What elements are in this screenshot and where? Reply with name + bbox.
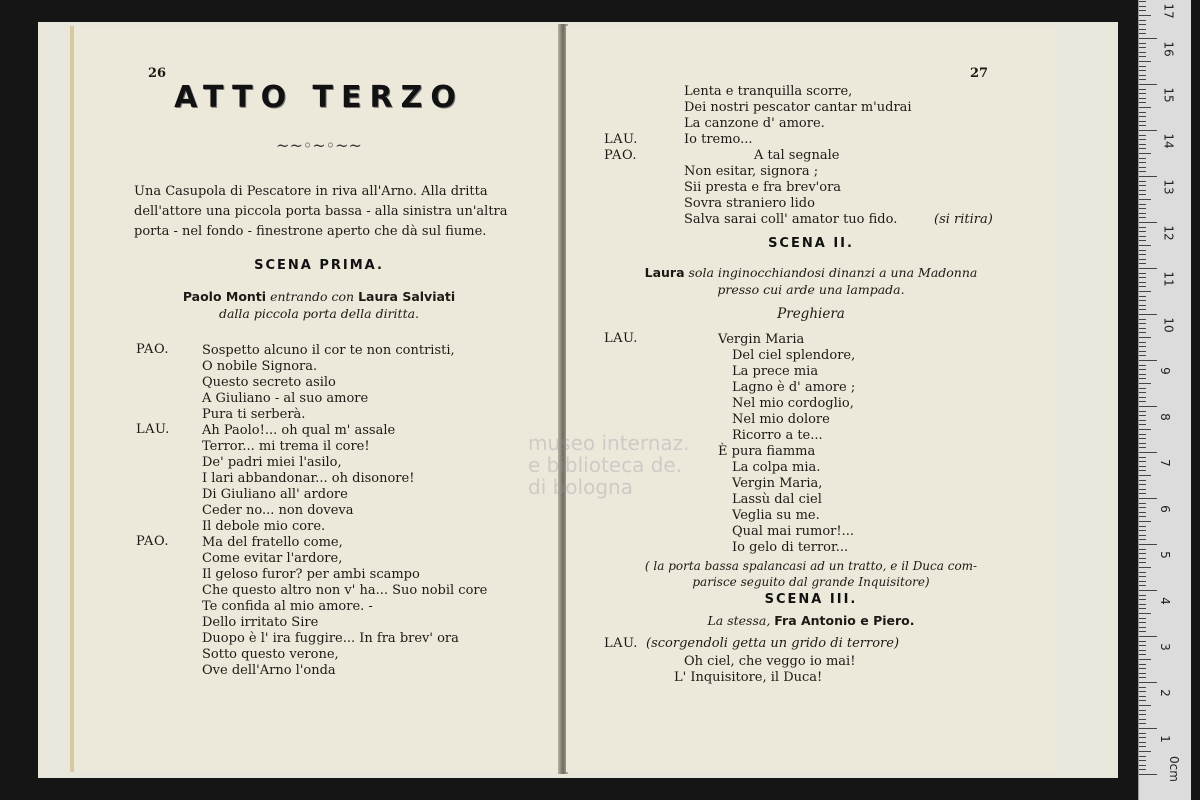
ruler-tick — [1139, 319, 1146, 320]
scene-2-stage-direction-2: presso cui arde una lampada. — [717, 282, 905, 297]
ruler-tick — [1139, 374, 1146, 375]
ruler-tick — [1139, 346, 1146, 347]
verse-line: De' padri miei l'asilo, — [202, 455, 342, 470]
left-page — [70, 26, 564, 772]
ruler-tick — [1139, 323, 1146, 324]
ruler-tick — [1139, 84, 1157, 85]
ruler-number: 12 — [1161, 225, 1176, 241]
ruler-tick — [1139, 75, 1146, 76]
ruler-tick — [1139, 401, 1146, 402]
verse-line: Dello irritato Sire — [202, 615, 319, 630]
ruler-tick — [1139, 595, 1146, 596]
scene-1-stage-direction-2: dalla piccola porta della diritta. — [218, 306, 420, 321]
ruler-tick — [1139, 503, 1146, 504]
ruler-tick — [1139, 549, 1146, 550]
ruler-tick — [1139, 558, 1146, 559]
ruler-tick — [1139, 493, 1146, 494]
scene-2-title: SCENA II. — [768, 236, 854, 251]
verse-line: Pura ti serberà. — [202, 407, 306, 422]
ruler-tick — [1139, 691, 1146, 692]
ruler-tick — [1139, 369, 1146, 370]
ruler-tick — [1139, 355, 1146, 356]
verse-line: Ah Paolo!... oh qual m' assale — [202, 423, 396, 438]
ruler-tick — [1139, 746, 1146, 747]
speaker-label: LAU. — [604, 636, 638, 651]
character-laura: Laura Salviati — [358, 289, 456, 304]
stage-text: La stessa, — [707, 613, 771, 628]
verse-line: Non esitar, signora ; — [684, 164, 819, 179]
verse-line: Di Giuliano all' ardore — [202, 487, 348, 502]
ruler-tick — [1139, 383, 1151, 384]
scene-2-closing-direction-2: parisce seguito dal grande Inquisitore) — [692, 575, 930, 589]
ruler-tick — [1139, 332, 1146, 333]
ruler-tick — [1139, 470, 1146, 471]
prayer-line: La colpa mia. — [732, 460, 821, 475]
ruler-tick — [1139, 650, 1146, 651]
ruler-tick — [1139, 539, 1146, 540]
scene-3-title: SCENA III. — [764, 592, 858, 607]
ruler-tick — [1139, 392, 1146, 393]
ruler-tick — [1139, 351, 1146, 352]
ruler-tick — [1139, 728, 1157, 729]
ruler-tick — [1139, 337, 1151, 338]
ruler-number: 10 — [1161, 317, 1176, 333]
ruler-number: 2 — [1157, 689, 1172, 697]
stage-text: sola inginocchiandosi dinanzi a una Madonna — [688, 265, 978, 280]
speaker-label: LAU. — [604, 331, 638, 346]
ruler-tick — [1139, 66, 1146, 67]
ruler-tick — [1139, 521, 1151, 522]
verse-line: La canzone d' amore. — [684, 116, 825, 131]
ruler-tick — [1139, 641, 1146, 642]
ruler-tick — [1139, 742, 1146, 743]
ruler-tick — [1139, 516, 1146, 517]
ruler-tick — [1139, 263, 1146, 264]
ruler-tick — [1139, 158, 1146, 159]
verse-line: Io tremo... — [684, 132, 753, 147]
ruler-tick — [1139, 576, 1146, 577]
ruler-tick — [1139, 562, 1146, 563]
ruler-tick — [1139, 47, 1146, 48]
ruler-tick — [1139, 443, 1146, 444]
verse-line: Sospetto alcuno il cor te non contristi, — [202, 343, 455, 358]
ruler-tick — [1139, 475, 1151, 476]
ruler-tick — [1139, 590, 1157, 591]
ruler-tick — [1139, 631, 1146, 632]
ruler-tick — [1139, 61, 1151, 62]
ruler-number: 9 — [1157, 367, 1172, 375]
ruler-tick — [1139, 309, 1146, 310]
ruler-tick — [1139, 52, 1146, 53]
ruler-tick — [1139, 429, 1151, 430]
ruler-tick — [1139, 530, 1146, 531]
prayer-line: Nel mio dolore — [732, 412, 830, 427]
ruler-tick — [1139, 121, 1146, 122]
verse-line: Duopo è l' ira fuggire... In fra brev' ora — [202, 631, 459, 646]
ruler-tick — [1139, 599, 1146, 600]
ruler-tick — [1139, 107, 1151, 108]
character-paolo: Paolo Monti — [182, 289, 267, 304]
ruler-tick — [1139, 567, 1151, 568]
ruler-tick — [1139, 411, 1146, 412]
ruler-tick — [1139, 38, 1157, 39]
scene-description: Una Casupola di Pescatore in riva all'Arno. Alla dritta dell'attore una piccola porta bassa - alla sinistra un'altra porta - nel fondo - finestrone aperto che dà sul fiume. — [134, 184, 508, 239]
ruler-tick — [1139, 194, 1146, 195]
ruler-tick — [1139, 328, 1146, 329]
ruler-tick — [1139, 20, 1146, 21]
verse-line: Il geloso furor? per ambi scampo — [202, 567, 420, 582]
ruler-tick — [1139, 171, 1146, 172]
verse-line: A tal segnale — [754, 148, 840, 163]
prayer-line: Lagno è d' amore ; — [732, 380, 856, 395]
watermark-line: e biblioteca de. — [528, 453, 683, 477]
ruler-tick — [1139, 756, 1146, 757]
ruler-tick — [1139, 415, 1146, 416]
ruler-tick — [1139, 93, 1146, 94]
ruler-tick — [1139, 208, 1146, 209]
verse-line: L' Inquisitore, il Duca! — [674, 670, 823, 685]
ruler-tick — [1139, 314, 1157, 315]
ruler-number: 6 — [1157, 505, 1172, 513]
ruler-tick — [1139, 254, 1146, 255]
ruler-tick — [1139, 420, 1146, 421]
scene-1-title: SCENA PRIMA. — [254, 258, 384, 273]
ruler-tick — [1139, 360, 1157, 361]
ruler-tick — [1139, 222, 1157, 223]
ruler-tick — [1139, 102, 1146, 103]
prayer-line: Qual mai rumor!... — [732, 524, 855, 539]
ruler-tick — [1139, 618, 1146, 619]
ruler-tick — [1139, 135, 1146, 136]
ruler-tick — [1139, 654, 1146, 655]
verse-line: Lenta e tranquilla scorre, — [684, 84, 853, 99]
ruler-tick — [1139, 457, 1146, 458]
verse-line: Salva sarai coll' amator tuo fido. — [684, 212, 898, 227]
ruler-tick — [1139, 677, 1146, 678]
speaker-label: PAO. — [604, 148, 637, 163]
ruler-tick — [1139, 10, 1146, 11]
ruler-tick — [1139, 231, 1146, 232]
ruler-tick — [1139, 153, 1151, 154]
ruler-tick — [1139, 710, 1146, 711]
prayer-line: Veglia su me. — [732, 508, 820, 523]
scene-1-stage-direction — [74, 288, 564, 305]
ruler-tick — [1139, 190, 1146, 191]
ruler-number: 11 — [1161, 271, 1176, 287]
ruler-tick — [1139, 24, 1146, 25]
ruler-unit-label: 0cm — [1166, 756, 1181, 782]
ruler-tick — [1139, 162, 1146, 163]
character-names: Fra Antonio e Piero. — [774, 613, 915, 628]
verse-line: Terror... mi trema il core! — [202, 439, 370, 454]
ruler-tick — [1139, 572, 1146, 573]
museum-watermark — [528, 432, 690, 498]
ruler-number: 5 — [1157, 551, 1172, 559]
ruler-number: 16 — [1161, 41, 1176, 57]
ruler-tick — [1139, 553, 1146, 554]
prayer-title: Preghiera — [777, 306, 845, 322]
speaker-label: LAU. — [604, 132, 638, 147]
ruler-tick — [1139, 627, 1146, 628]
ruler-tick — [1139, 659, 1151, 660]
ruler-tick — [1139, 424, 1146, 425]
right-page — [566, 26, 1056, 772]
ruler-tick — [1139, 434, 1146, 435]
ruler-tick — [1139, 305, 1146, 306]
ruler-tick — [1139, 33, 1146, 34]
ruler-tick — [1139, 622, 1146, 623]
ruler-tick — [1139, 365, 1146, 366]
verse-line: Il debole mio core. — [202, 519, 326, 534]
ruler-tick — [1139, 452, 1157, 453]
ruler-tick — [1139, 89, 1146, 90]
ruler-tick — [1139, 484, 1146, 485]
verse-line: Ceder no... non doveva — [202, 503, 354, 518]
verse-line: Sotto questo verone, — [202, 647, 339, 662]
ruler-tick — [1139, 406, 1157, 407]
ruler-tick — [1139, 217, 1146, 218]
ruler-tick — [1139, 438, 1146, 439]
ruler-tick — [1139, 116, 1146, 117]
ruler-tick — [1139, 461, 1146, 462]
prayer-line: È pura fiamma — [718, 444, 816, 459]
speaker-label: PAO. — [136, 534, 169, 549]
ruler-number: 4 — [1157, 597, 1172, 605]
ruler-tick — [1139, 148, 1146, 149]
stage-aside: (scorgendoli getta un grido di terrore) — [646, 636, 900, 651]
ruler-tick — [1139, 204, 1146, 205]
ornament-divider: ~~◦~◦~~ — [276, 136, 362, 155]
ruler-tick — [1139, 56, 1146, 57]
ruler-tick — [1139, 769, 1146, 770]
ruler-tick — [1139, 240, 1146, 241]
ruler-tick — [1139, 613, 1151, 614]
ruler-tick — [1139, 760, 1146, 761]
verse-line: Ma del fratello come, — [202, 535, 343, 550]
ruler-tick — [1139, 535, 1146, 536]
stage-text: entrando con — [270, 289, 355, 304]
verse-line: I lari abbandonar... oh disonore! — [202, 471, 415, 486]
ruler-tick — [1139, 733, 1146, 734]
ruler-number: 13 — [1161, 179, 1176, 195]
ruler-number: 8 — [1157, 413, 1172, 421]
ruler-tick — [1139, 714, 1146, 715]
ruler-tick — [1139, 378, 1146, 379]
ruler-tick — [1139, 512, 1146, 513]
ruler-tick — [1139, 751, 1151, 752]
ruler-tick — [1139, 286, 1146, 287]
ruler-tick — [1139, 719, 1146, 720]
verse-line: Questo secreto asilo — [202, 375, 336, 390]
ruler-tick — [1139, 498, 1157, 499]
prayer-line: Vergin Maria, — [732, 476, 823, 491]
ruler-tick — [1139, 397, 1146, 398]
verse-line: A Giuliano - al suo amore — [202, 391, 369, 406]
ruler-tick — [1139, 723, 1146, 724]
ruler-tick — [1139, 130, 1157, 131]
exit-direction: (si ritira) — [934, 212, 993, 227]
prayer-line: Del ciel splendore, — [732, 348, 856, 363]
ruler-tick — [1139, 185, 1146, 186]
prayer-line: Ricorro a te... — [732, 428, 823, 443]
ruler-tick — [1139, 273, 1146, 274]
ruler-tick — [1139, 737, 1146, 738]
ruler-tick — [1139, 604, 1146, 605]
verse-line: Oh ciel, che veggo io mai! — [684, 654, 856, 669]
ruler-tick — [1139, 489, 1146, 490]
character-laura: Laura — [644, 265, 685, 280]
verse-line: Che questo altro non v' ha... Suo nobil core — [202, 583, 488, 598]
watermark-line: museo internaz. — [528, 431, 690, 455]
ruler-tick — [1139, 277, 1146, 278]
scene-2-closing-direction: ( la porta bassa spalancasi ad un tratto, e il Duca com- — [644, 559, 978, 573]
ruler-tick — [1139, 227, 1146, 228]
ruler-tick — [1139, 213, 1146, 214]
ruler-tick — [1139, 181, 1146, 182]
ruler-tick — [1139, 29, 1146, 30]
ruler-tick — [1139, 199, 1151, 200]
ruler-tick — [1139, 526, 1146, 527]
ruler-tick — [1139, 144, 1146, 145]
ruler-tick — [1139, 125, 1146, 126]
ruler-tick — [1139, 15, 1151, 16]
speaker-label: PAO. — [136, 342, 169, 357]
speaker-label: LAU. — [136, 422, 170, 437]
ruler-tick — [1139, 544, 1157, 545]
verse-line: Sii presta e fra brev'ora — [684, 180, 842, 195]
act-title: ATTO TERZO — [174, 80, 464, 115]
ruler-tick — [1139, 507, 1146, 508]
ruler-tick — [1139, 43, 1146, 44]
ruler-tick — [1139, 673, 1146, 674]
ruler-tick — [1139, 466, 1146, 467]
verse-line: O nobile Signora. — [202, 359, 318, 374]
ruler-tick — [1139, 79, 1146, 80]
verse-line: Sovra straniero lido — [684, 196, 815, 211]
ruler-number: 14 — [1161, 133, 1176, 149]
ruler-tick — [1139, 296, 1146, 297]
prayer-line: Lassù dal ciel — [732, 492, 822, 507]
page-number-left: 26 — [148, 66, 167, 81]
ruler-tick — [1139, 112, 1146, 113]
prayer-line: La prece mia — [732, 364, 819, 379]
ruler-tick — [1139, 282, 1146, 283]
ruler-tick — [1139, 268, 1157, 269]
ruler-tick — [1139, 167, 1146, 168]
verse-line: Ove dell'Arno l'onda — [202, 663, 336, 678]
ruler-tick — [1139, 687, 1146, 688]
ruler-tick — [1139, 300, 1146, 301]
scene-3-stage-direction — [566, 612, 1056, 629]
prayer-line: Vergin Maria — [718, 332, 805, 347]
ruler-tick — [1139, 682, 1157, 683]
ruler-tick — [1139, 176, 1157, 177]
scene-2-stage-direction — [566, 264, 1056, 281]
ruler-tick — [1139, 245, 1151, 246]
ruler-number: 15 — [1161, 87, 1176, 103]
ruler-tick — [1139, 645, 1146, 646]
ruler-tick — [1139, 636, 1157, 637]
ruler-tick — [1139, 342, 1146, 343]
ruler-tick — [1139, 291, 1151, 292]
ruler-tick — [1139, 70, 1146, 71]
ruler-tick — [1139, 98, 1146, 99]
ruler-tick — [1139, 388, 1146, 389]
ruler-tick — [1139, 774, 1157, 775]
ruler-number: 1 — [1157, 735, 1172, 743]
watermark-line: di bologna — [528, 475, 633, 499]
ruler-tick — [1139, 608, 1146, 609]
ruler-number: 3 — [1157, 643, 1172, 651]
ruler-tick — [1139, 236, 1146, 237]
ruler-tick — [1139, 664, 1146, 665]
ruler-tick — [1139, 696, 1146, 697]
ruler-tick — [1139, 705, 1151, 706]
ruler-number: 17 — [1161, 3, 1176, 19]
ruler-tick — [1139, 6, 1146, 7]
prayer-line: Nel mio cordoglio, — [732, 396, 854, 411]
ruler-tick — [1139, 581, 1146, 582]
ruler-tick — [1139, 447, 1146, 448]
verse-line: Te confida al mio amore. - — [202, 599, 373, 614]
prayer-line: Io gelo di terror... — [732, 540, 849, 555]
verse-line: Dei nostri pescator cantar m'udrai — [684, 100, 912, 115]
ruler-tick — [1139, 1, 1146, 2]
ruler-tick — [1139, 139, 1146, 140]
ruler-tick — [1139, 585, 1146, 586]
ruler-tick — [1139, 480, 1146, 481]
ruler-tick — [1139, 668, 1146, 669]
ruler-number: 7 — [1157, 459, 1172, 467]
ruler-tick — [1139, 765, 1146, 766]
ruler-tick — [1139, 259, 1146, 260]
page-number-right: 27 — [970, 66, 989, 81]
ruler-tick — [1139, 700, 1146, 701]
measurement-ruler — [1138, 0, 1191, 800]
verse-line: Come evitar l'ardore, — [202, 551, 343, 566]
ruler-tick — [1139, 250, 1146, 251]
